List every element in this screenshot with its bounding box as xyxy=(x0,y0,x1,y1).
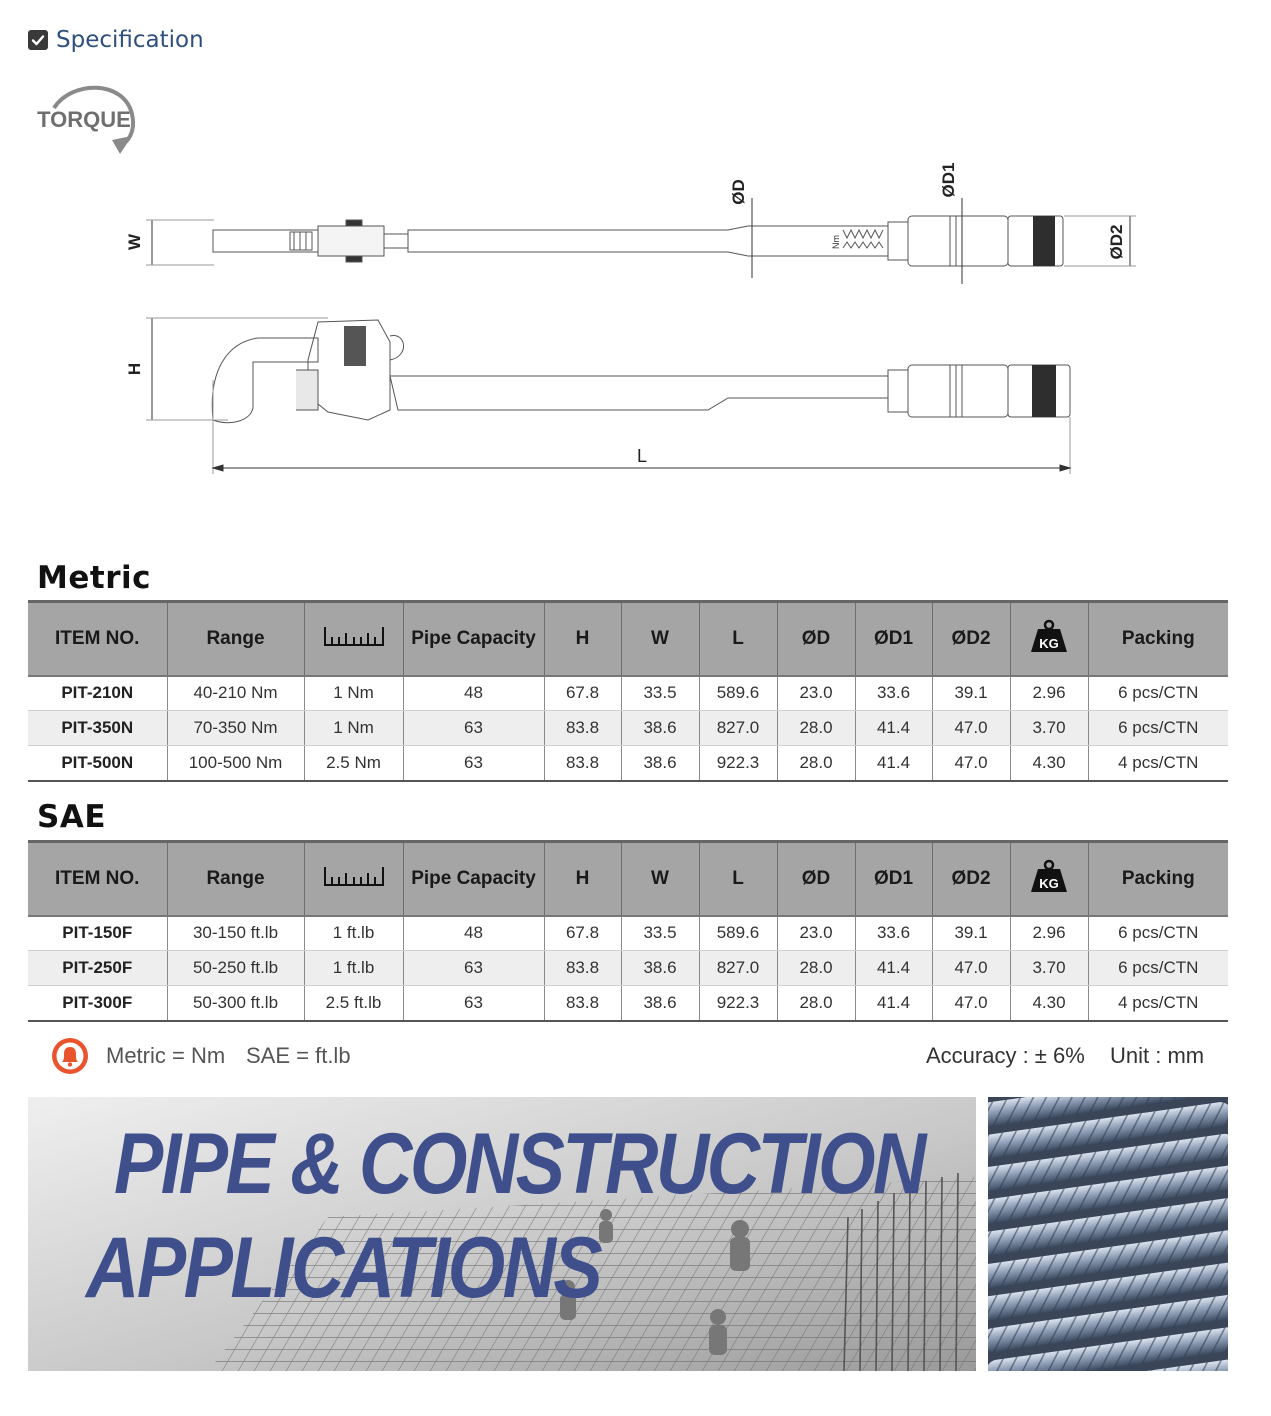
weight-kg-text: KG xyxy=(1039,635,1059,651)
dimension-l-label: L xyxy=(636,446,648,466)
cell-item-no: PIT-350N xyxy=(28,711,167,746)
cell-d1: 33.6 xyxy=(855,676,932,711)
cell-item-no: PIT-500N xyxy=(28,746,167,781)
col-weight xyxy=(1010,602,1088,676)
weight-kg-icon xyxy=(1029,859,1069,893)
ruler-icon xyxy=(323,865,385,887)
specification-checkbox[interactable] xyxy=(28,30,48,50)
cell-d: 28.0 xyxy=(777,711,855,746)
cell-packing: 4 pcs/CTN xyxy=(1088,746,1228,781)
col-l: L xyxy=(699,842,777,916)
cell-h: 83.8 xyxy=(544,986,621,1021)
cell-d2: 39.1 xyxy=(932,676,1010,711)
cell-w: 33.5 xyxy=(621,916,699,951)
accuracy-note: Accuracy : ± 6% xyxy=(926,1043,1085,1068)
dimension-h-label: H xyxy=(125,362,144,376)
cell-packing: 6 pcs/CTN xyxy=(1088,676,1228,711)
cell-range: 50-250 ft.lb xyxy=(167,951,304,986)
col-weight xyxy=(1010,842,1088,916)
cell-l: 922.3 xyxy=(699,986,777,1021)
cell-d: 23.0 xyxy=(777,916,855,951)
cell-increment: 2.5 ft.lb xyxy=(304,986,403,1021)
metric-title: Metric xyxy=(37,560,151,596)
cell-h: 83.8 xyxy=(544,951,621,986)
specification-title: Specification xyxy=(56,27,204,53)
cell-d1: 41.4 xyxy=(855,711,932,746)
cell-h: 83.8 xyxy=(544,711,621,746)
cell-w: 33.5 xyxy=(621,676,699,711)
cell-l: 827.0 xyxy=(699,951,777,986)
banner-title-line1: PIPE & CONSTRUCTION xyxy=(114,1116,924,1212)
table-row xyxy=(28,986,1228,1021)
cell-l: 589.6 xyxy=(699,916,777,951)
col-increment xyxy=(304,602,403,676)
col-h: H xyxy=(544,602,621,676)
cell-pipe-capacity: 48 xyxy=(403,676,544,711)
cell-packing: 6 pcs/CTN xyxy=(1088,711,1228,746)
col-item-no: ITEM NO. xyxy=(28,842,167,916)
cell-w: 38.6 xyxy=(621,746,699,781)
col-d1: ØD1 xyxy=(855,842,932,916)
check-icon xyxy=(31,33,45,47)
rebar-photo xyxy=(988,1097,1228,1371)
wrench-drawing xyxy=(28,80,1228,500)
sae-title: SAE xyxy=(37,799,106,835)
nm-scale-label: Nm xyxy=(831,235,841,249)
col-packing: Packing xyxy=(1088,842,1228,916)
cell-w: 38.6 xyxy=(621,986,699,1021)
rebar-image xyxy=(988,1097,1228,1371)
table-row xyxy=(28,746,1228,781)
col-range: Range xyxy=(167,602,304,676)
col-d2: ØD2 xyxy=(932,842,1010,916)
metric-unit-note: Metric = Nm xyxy=(106,1043,226,1068)
torque-logo-text: TORQUE xyxy=(37,107,131,132)
cell-w: 38.6 xyxy=(621,951,699,986)
sae-header-row xyxy=(28,842,1228,916)
cell-l: 922.3 xyxy=(699,746,777,781)
cell-item-no: PIT-210N xyxy=(28,676,167,711)
col-d: ØD xyxy=(777,602,855,676)
cell-d: 28.0 xyxy=(777,746,855,781)
dimension-d1-label: ØD1 xyxy=(939,162,958,198)
cell-weight: 4.30 xyxy=(1010,746,1088,781)
col-packing: Packing xyxy=(1088,602,1228,676)
col-increment xyxy=(304,842,403,916)
cell-d2: 39.1 xyxy=(932,916,1010,951)
metric-header-row xyxy=(28,602,1228,676)
col-d: ØD xyxy=(777,842,855,916)
cell-w: 38.6 xyxy=(621,711,699,746)
cell-h: 67.8 xyxy=(544,916,621,951)
cell-l: 589.6 xyxy=(699,676,777,711)
footnote-bar xyxy=(28,1036,1228,1076)
cell-range: 70-350 Nm xyxy=(167,711,304,746)
col-w: W xyxy=(621,842,699,916)
cell-h: 67.8 xyxy=(544,676,621,711)
cell-d1: 41.4 xyxy=(855,986,932,1021)
col-h: H xyxy=(544,842,621,916)
col-w: W xyxy=(621,602,699,676)
col-pipe-capacity: Pipe Capacity xyxy=(403,602,544,676)
dimension-w-label: W xyxy=(125,233,144,251)
cell-pipe-capacity: 63 xyxy=(403,746,544,781)
cell-weight: 3.70 xyxy=(1010,711,1088,746)
table-row xyxy=(28,676,1228,711)
cell-range: 50-300 ft.lb xyxy=(167,986,304,1021)
cell-item-no: PIT-250F xyxy=(28,951,167,986)
cell-d2: 47.0 xyxy=(932,711,1010,746)
cell-item-no: PIT-300F xyxy=(28,986,167,1021)
sae-table xyxy=(28,840,1228,1022)
cell-increment: 2.5 Nm xyxy=(304,746,403,781)
cell-d1: 33.6 xyxy=(855,916,932,951)
table-row xyxy=(28,916,1228,951)
cell-weight: 2.96 xyxy=(1010,676,1088,711)
cell-d: 28.0 xyxy=(777,986,855,1021)
sae-unit-note: SAE = ft.lb xyxy=(246,1043,351,1068)
cell-d2: 47.0 xyxy=(932,951,1010,986)
table-row xyxy=(28,951,1228,986)
cell-weight: 2.96 xyxy=(1010,916,1088,951)
cell-d: 23.0 xyxy=(777,676,855,711)
col-range: Range xyxy=(167,842,304,916)
cell-packing: 6 pcs/CTN xyxy=(1088,916,1228,951)
cell-increment: 1 Nm xyxy=(304,711,403,746)
cell-increment: 1 ft.lb xyxy=(304,916,403,951)
col-pipe-capacity: Pipe Capacity xyxy=(403,842,544,916)
cell-range: 30-150 ft.lb xyxy=(167,916,304,951)
cell-d2: 47.0 xyxy=(932,986,1010,1021)
cell-pipe-capacity: 63 xyxy=(403,951,544,986)
cell-d: 28.0 xyxy=(777,951,855,986)
weight-kg-icon xyxy=(1029,619,1069,653)
unit-note: Unit : mm xyxy=(1110,1043,1205,1068)
cell-d1: 41.4 xyxy=(855,746,932,781)
metric-table xyxy=(28,600,1228,782)
cell-pipe-capacity: 63 xyxy=(403,711,544,746)
col-d2: ØD2 xyxy=(932,602,1010,676)
col-l: L xyxy=(699,602,777,676)
cell-range: 40-210 Nm xyxy=(167,676,304,711)
cell-item-no: PIT-150F xyxy=(28,916,167,951)
cell-l: 827.0 xyxy=(699,711,777,746)
cell-packing: 6 pcs/CTN xyxy=(1088,951,1228,986)
cell-h: 83.8 xyxy=(544,746,621,781)
cell-pipe-capacity: 48 xyxy=(403,916,544,951)
cell-pipe-capacity: 63 xyxy=(403,986,544,1021)
banner-title-line2: APPLICATIONS xyxy=(86,1220,601,1316)
specification-header[interactable] xyxy=(28,26,204,54)
applications-banner xyxy=(28,1097,976,1371)
cell-range: 100-500 Nm xyxy=(167,746,304,781)
col-item-no: ITEM NO. xyxy=(28,602,167,676)
cell-d2: 47.0 xyxy=(932,746,1010,781)
cell-weight: 4.30 xyxy=(1010,986,1088,1021)
ruler-icon xyxy=(323,625,385,647)
cell-increment: 1 ft.lb xyxy=(304,951,403,986)
torque-logo xyxy=(37,88,133,154)
dimension-d2-label: ØD2 xyxy=(1107,224,1126,260)
col-d1: ØD1 xyxy=(855,602,932,676)
cell-weight: 3.70 xyxy=(1010,951,1088,986)
weight-kg-text: KG xyxy=(1039,875,1059,891)
cell-packing: 4 pcs/CTN xyxy=(1088,986,1228,1021)
cell-increment: 1 Nm xyxy=(304,676,403,711)
dimension-d-label: ØD xyxy=(729,179,748,205)
table-row xyxy=(28,711,1228,746)
cell-d1: 41.4 xyxy=(855,951,932,986)
bell-icon xyxy=(50,1036,90,1076)
